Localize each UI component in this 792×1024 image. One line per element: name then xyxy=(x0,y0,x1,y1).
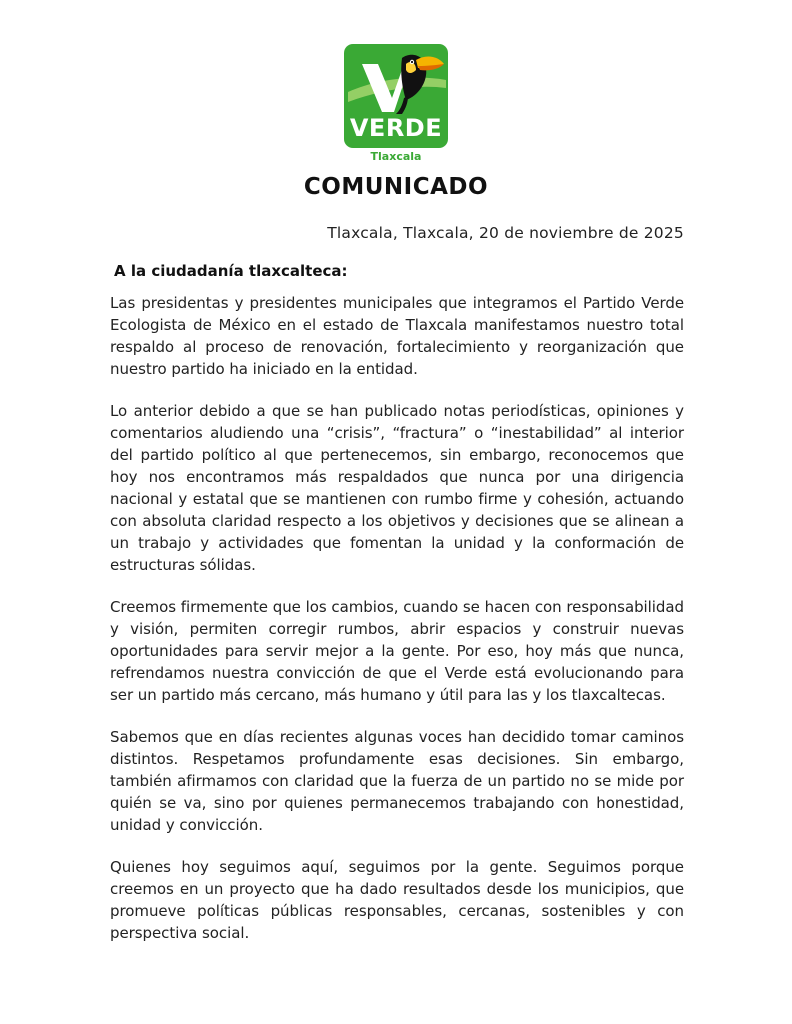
party-logo xyxy=(344,44,448,168)
paragraph-5: Quienes hoy seguimos aquí, seguimos por la gente. Seguimos porque creemos en un proyecto que ha dado resultados desde los municipios, que promueve políticas públicas responsables, cercanas, sostenibles y con perspectiva social. xyxy=(110,858,684,942)
paragraph-1: Las presidentas y presidentes municipales que integramos el Partido Verde Ecologista de México en el estado de Tlaxcala manifestamos nuestro total respaldo al proceso de renovación, fortalecimiento y reorganización que nuestro partido ha iniciado en la entidad. xyxy=(110,294,684,378)
logo-badge xyxy=(344,44,448,148)
document-date: Tlaxcala, Tlaxcala, 20 de noviembre de 2025 xyxy=(327,224,684,242)
page-title: COMUNICADO xyxy=(303,174,489,200)
document-body xyxy=(110,292,684,964)
logo-word: VERDE xyxy=(349,114,443,142)
logo-subtitle: Tlaxcala xyxy=(370,150,422,163)
paragraph-3: Creemos firmemente que los cambios, cuando se hacen con responsabilidad y visión, permiten corregir rumbos, abrir espacios y construir nuevas oportunidades para servir mejor a la gente. Por eso, hoy más que nunca, refrendamos nuestra convicción de que el Verde está evolucionando para ser un partido más cercano, más humano y útil para las y los tlaxcaltecas. xyxy=(110,598,684,704)
paragraph-2: Lo anterior debido a que se han publicado notas periodísticas, opiniones y comentarios aludiendo una “crisis”, “fractura” o “inestabilidad” al interior del partido político al que pertenecemos, sin embargo, reconocemos que hoy nos encontramos más respaldados que nunca por una dirigencia nacional y estatal que se mantienen con rumbo firme y cohesión, actuando con absoluta claridad respecto a los objetivos y decisiones que se alinean a un trabajo y actividades que fomentan la unidad y la conformación de estructuras sólidas. xyxy=(110,402,684,574)
salutation: A la ciudadanía tlaxcalteca: xyxy=(114,262,348,280)
paragraph-4: Sabemos que en días recientes algunas voces han decidido tomar caminos distintos. Respetamos profundamente esas decisiones. Sin embargo, también afirmamos con claridad que la fuerza de un partido no se mide por quién se va, sino por quienes permanecemos trabajando con honestidad, unidad y convicción. xyxy=(110,728,684,834)
